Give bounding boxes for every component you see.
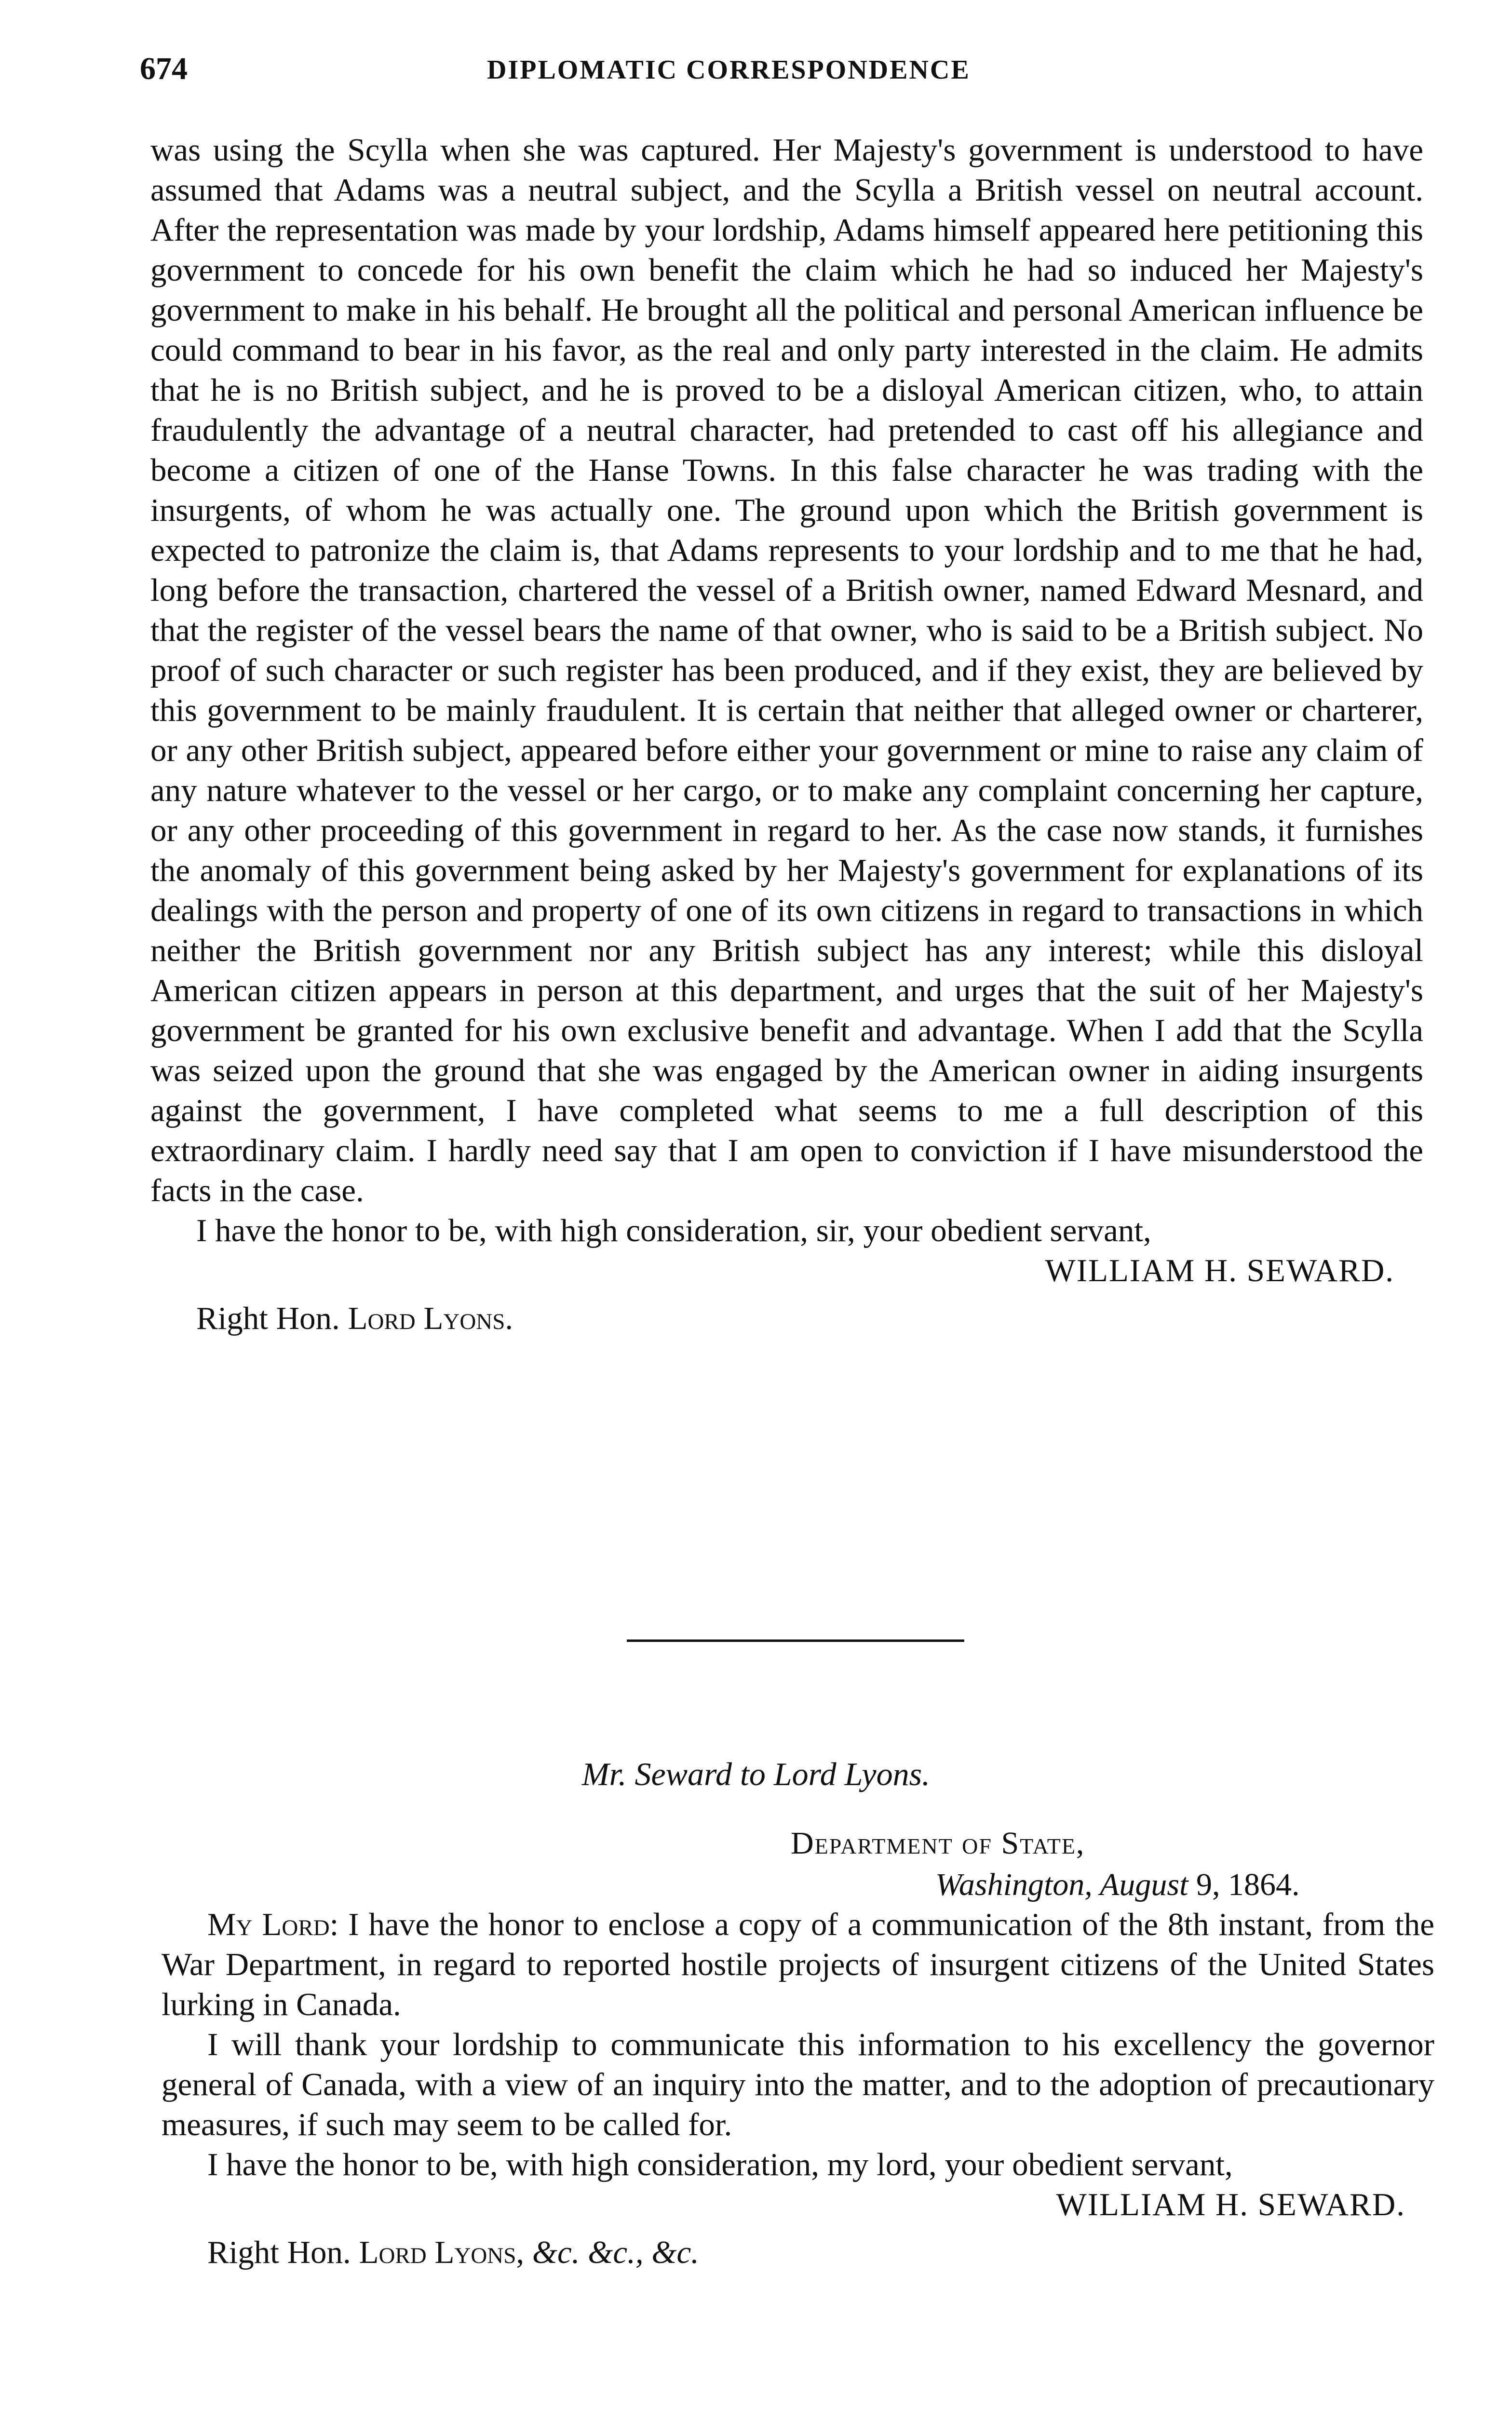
dateline-date <box>791 1864 1408 1906</box>
dateline-date-rest: 9, 1864. <box>1188 1867 1300 1902</box>
letter-signature: WILLIAM H. SEWARD. <box>1056 2187 1405 2222</box>
letter-addressee <box>150 1299 1423 1339</box>
addressee-suffix: &c. &c., &c. <box>524 2235 699 2270</box>
addressee-name: Lord Lyons. <box>348 1300 513 1336</box>
dateline-place: Washington, August <box>935 1867 1188 1902</box>
letter-dateline <box>791 1823 1408 1906</box>
letter-salutation: My Lord: <box>207 1907 339 1942</box>
letter-closing: I have the honor to be, with high consideration, my lord, your obedient servant, <box>207 2147 1233 2182</box>
letter-title: Mr. Seward to Lord Lyons. <box>581 1756 931 1792</box>
letter-seward-to-lyons <box>162 1905 1434 2273</box>
letter-signature: WILLIAM H. SEWARD. <box>1045 1253 1394 1288</box>
page-header <box>140 51 1403 94</box>
page-number: 674 <box>140 51 188 86</box>
addressee-prefix: Right Hon. <box>207 2235 359 2270</box>
letter-seward-continuation <box>150 130 1423 1339</box>
letter-addressee <box>162 2233 1434 2273</box>
addressee-name: Lord Lyons, <box>359 2235 525 2270</box>
letter-paragraph-2: I will thank your lordship to communicate this information to his excellency the governor general of Canada, with a view of an inquiry into the matter, and to the adoption of precautionary measures, if such may seem to be called for. <box>162 2027 1434 2142</box>
letter-paragraph-1-text: I have the honor to enclose a copy of a communication of the 8th instant, from the War Department, in regard to reported hostile projects of insurgent citizens of the United States lurking in Canada. <box>162 1907 1434 2022</box>
letter-closing: I have the honor to be, with high consideration, sir, your obedient servant, <box>196 1213 1151 1248</box>
section-divider <box>627 1639 964 1642</box>
running-head: DIPLOMATIC CORRESPONDENCE <box>487 55 971 85</box>
letter-body-paragraph: was using the Scylla when she was captured. Her Majesty's government is understood to have assumed that Adams was a neutral subject, and the Scylla a British vessel on neutral account. After the representation was made by your lordship, Adams himself appeared here petitioning this government to concede for his own benefit the claim which he had so induced her Majesty's government to make in his behalf. He brought all the political and personal American influence be could command to bear in his favor, as the real and only party interested in the claim. He admits that he is no British subject, and he is proved to be a disloyal American citizen, who, to attain fraudulently the advantage of a neutral character, had pretended to cast off his allegiance and become a citizen of one of the Hanse Towns. In this false character he was trading with the insurgents, of whom he was actually one. The ground upon which the British government is expected to patronize the claim is, that Adams represents to your lordship and to me that he had, long before the transaction, chartered the vessel of a British owner, named Edward Mesnard, and that the register of the vessel bears the name of that owner, who is said to be a British subject. No proof of such character or such register has been produced, and if they exist, they are believed by this government to be mainly fraudulent. It is certain that neither that alleged owner or charterer, or any other British subject, appeared before either your government or mine to raise any claim of any nature whatever to the vessel or her cargo, or to make any complaint concerning her capture, or any other proceeding of this government in regard to her. As the case now stands, it furnishes the anomaly of this government being asked by her Majesty's government for explanations of its dealings with the person and property of one of its own citizens in regard to transactions in which neither the British government nor any British subject has any interest; while this disloyal American citizen appears in person at this department, and urges that the suit of her Majesty's government be granted for his own exclusive benefit and advantage. When I add that the Scylla was seized upon the ground that she was engaged by the American owner in aiding insurgents against the government, I have completed what seems to me a full description of this extraordinary claim. I hardly need say that I am open to conviction if I have misunderstood the facts in the case. <box>150 132 1423 1208</box>
dateline-department: Department of State, <box>791 1826 1085 1861</box>
letter-paragraph-1 <box>162 1905 1434 2025</box>
addressee-prefix: Right Hon. <box>196 1300 348 1336</box>
